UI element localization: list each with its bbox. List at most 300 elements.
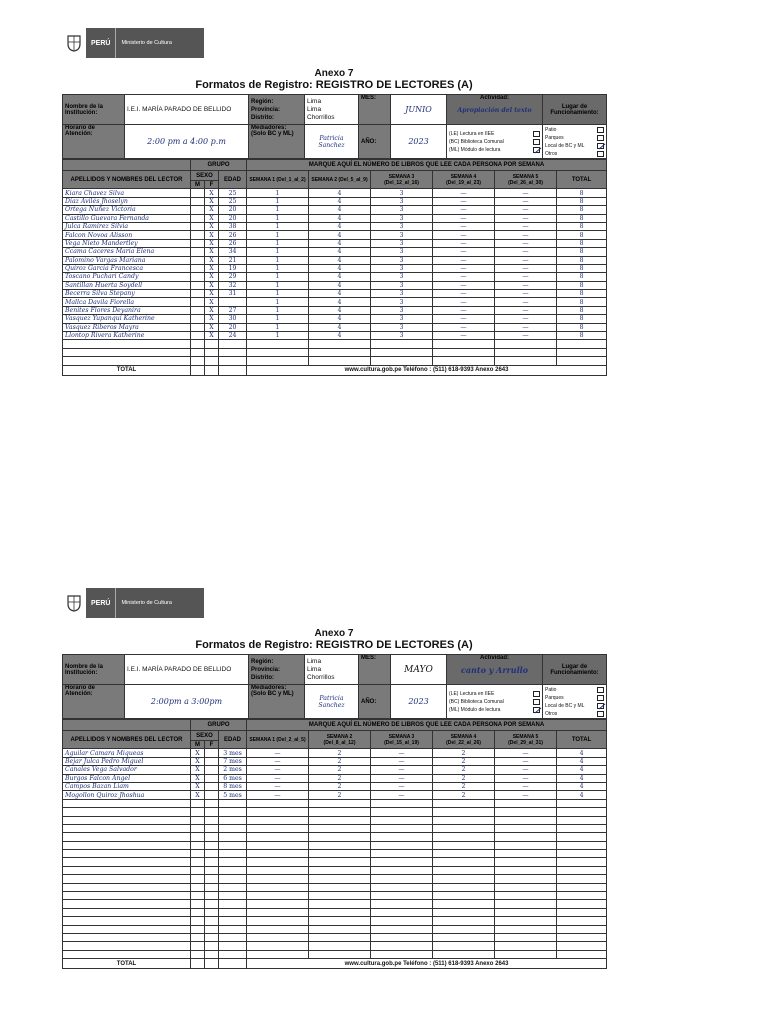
cell-name[interactable] [63, 933, 191, 941]
cell-m[interactable] [191, 222, 205, 230]
cell-name[interactable]: Castillo Guevara Fernanda [63, 214, 191, 222]
cell-w2[interactable] [309, 816, 371, 824]
cell-age[interactable]: 20 [219, 323, 247, 331]
cell-total[interactable]: 8 [557, 231, 607, 239]
cell-age[interactable] [219, 808, 247, 816]
cell-w2[interactable] [309, 892, 371, 900]
cell-name[interactable] [63, 900, 191, 908]
cell-w3[interactable] [371, 950, 433, 958]
cell-w1[interactable]: — [247, 782, 309, 790]
cell-age[interactable]: 31 [219, 290, 247, 298]
cell-w1[interactable]: — [247, 749, 309, 757]
cell-w2[interactable]: 4 [309, 214, 371, 222]
cell-w4[interactable]: 2 [433, 782, 495, 790]
cell-w1[interactable]: 1 [247, 206, 309, 214]
cell-w3[interactable] [371, 824, 433, 832]
institution-value[interactable]: I.E.I. MARÍA PARADO DE BELLIDO [125, 95, 249, 125]
cell-w5[interactable]: — [495, 306, 557, 314]
option-otros[interactable]: Otros [545, 710, 604, 718]
option-patio[interactable]: Patio [545, 686, 604, 694]
cell-f[interactable]: X [205, 273, 219, 281]
cell-w1[interactable] [247, 340, 309, 348]
cell-w4[interactable]: — [433, 264, 495, 272]
cell-w3[interactable]: 3 [371, 273, 433, 281]
cell-w3[interactable] [371, 892, 433, 900]
cell-w1[interactable] [247, 841, 309, 849]
cell-f[interactable] [205, 782, 219, 790]
cell-w4[interactable]: 2 [433, 749, 495, 757]
cell-age[interactable] [219, 833, 247, 841]
cell-w3[interactable]: 3 [371, 256, 433, 264]
cell-w5[interactable]: — [495, 782, 557, 790]
cell-w3[interactable] [371, 799, 433, 807]
cell-f[interactable] [205, 833, 219, 841]
cell-f[interactable] [205, 766, 219, 774]
cell-w4[interactable]: — [433, 222, 495, 230]
cell-total[interactable]: 4 [557, 774, 607, 782]
cell-f[interactable] [205, 749, 219, 757]
cell-age[interactable] [219, 875, 247, 883]
cell-f[interactable] [205, 808, 219, 816]
cell-w5[interactable] [495, 950, 557, 958]
cell-w4[interactable]: — [433, 231, 495, 239]
cell-w2[interactable] [309, 833, 371, 841]
month-value[interactable]: JUNIO [391, 95, 447, 125]
cell-age[interactable] [219, 892, 247, 900]
checkbox-patio[interactable] [597, 127, 604, 133]
cell-w5[interactable] [495, 824, 557, 832]
cell-w1[interactable]: 1 [247, 248, 309, 256]
cell-total[interactable] [557, 808, 607, 816]
cell-w1[interactable] [247, 858, 309, 866]
cell-age[interactable] [219, 933, 247, 941]
cell-w4[interactable] [433, 875, 495, 883]
cell-w1[interactable] [247, 892, 309, 900]
cell-name[interactable]: Falcon Novoa Alisson [63, 231, 191, 239]
cell-age[interactable] [219, 950, 247, 958]
cell-w2[interactable]: 4 [309, 197, 371, 205]
cell-total[interactable] [557, 950, 607, 958]
cell-m[interactable] [191, 273, 205, 281]
cell-f[interactable]: X [205, 306, 219, 314]
cell-w5[interactable] [495, 816, 557, 824]
cell-m[interactable] [191, 883, 205, 891]
cell-total[interactable]: 8 [557, 239, 607, 247]
cell-w1[interactable] [247, 866, 309, 874]
cell-w4[interactable] [433, 925, 495, 933]
cell-m[interactable] [191, 866, 205, 874]
checkbox-parques[interactable] [597, 695, 604, 701]
cell-f[interactable] [205, 841, 219, 849]
cell-name[interactable] [63, 917, 191, 925]
cell-name[interactable]: Mallca Davila Fiorella [63, 298, 191, 306]
cell-w5[interactable] [495, 340, 557, 348]
cell-total[interactable]: 8 [557, 264, 607, 272]
cell-m[interactable] [191, 206, 205, 214]
cell-age[interactable] [219, 866, 247, 874]
cell-name[interactable]: Santillan Huerta Soydell [63, 281, 191, 289]
cell-w2[interactable] [309, 942, 371, 950]
cell-total[interactable] [557, 900, 607, 908]
cell-w2[interactable] [309, 866, 371, 874]
cell-total[interactable]: 8 [557, 315, 607, 323]
cell-m[interactable] [191, 892, 205, 900]
cell-m[interactable] [191, 875, 205, 883]
cell-m[interactable] [191, 824, 205, 832]
province-value[interactable]: Lima [307, 105, 322, 113]
cell-name[interactable]: Diaz Avilés Jhoselyn [63, 197, 191, 205]
checkbox-local[interactable] [597, 143, 604, 149]
cell-age[interactable]: 20 [219, 206, 247, 214]
cell-w1[interactable] [247, 942, 309, 950]
cell-w3[interactable]: 3 [371, 315, 433, 323]
cell-m[interactable] [191, 348, 205, 356]
cell-f[interactable] [205, 816, 219, 824]
cell-w5[interactable] [495, 900, 557, 908]
cell-age[interactable] [219, 340, 247, 348]
cell-w2[interactable] [309, 925, 371, 933]
cell-w2[interactable] [309, 858, 371, 866]
cell-w2[interactable] [309, 799, 371, 807]
cell-total[interactable] [557, 933, 607, 941]
cell-w4[interactable] [433, 841, 495, 849]
cell-w5[interactable]: — [495, 766, 557, 774]
cell-w4[interactable] [433, 348, 495, 356]
cell-w1[interactable] [247, 824, 309, 832]
cell-name[interactable] [63, 908, 191, 916]
cell-w5[interactable]: — [495, 332, 557, 340]
cell-total[interactable]: 8 [557, 306, 607, 314]
cell-total[interactable]: 4 [557, 791, 607, 799]
cell-w2[interactable]: 2 [309, 782, 371, 790]
cell-name[interactable] [63, 841, 191, 849]
cell-age[interactable] [219, 908, 247, 916]
cell-age[interactable]: 2 mes [219, 766, 247, 774]
cell-w2[interactable]: 4 [309, 273, 371, 281]
cell-w4[interactable] [433, 850, 495, 858]
cell-total[interactable]: 8 [557, 332, 607, 340]
cell-total[interactable] [557, 850, 607, 858]
cell-w3[interactable]: 3 [371, 306, 433, 314]
cell-m[interactable] [191, 808, 205, 816]
cell-w1[interactable] [247, 357, 309, 365]
cell-w3[interactable] [371, 808, 433, 816]
cell-w2[interactable]: 2 [309, 791, 371, 799]
cell-w1[interactable]: 1 [247, 197, 309, 205]
cell-w5[interactable]: — [495, 222, 557, 230]
cell-m[interactable] [191, 197, 205, 205]
cell-m[interactable] [191, 908, 205, 916]
cell-w2[interactable]: 4 [309, 256, 371, 264]
cell-age[interactable] [219, 799, 247, 807]
cell-w1[interactable] [247, 933, 309, 941]
cell-w2[interactable] [309, 850, 371, 858]
cell-w5[interactable] [495, 348, 557, 356]
cell-w3[interactable] [371, 833, 433, 841]
cell-w2[interactable]: 4 [309, 306, 371, 314]
cell-w1[interactable] [247, 883, 309, 891]
cell-w3[interactable] [371, 933, 433, 941]
cell-total[interactable]: 8 [557, 197, 607, 205]
cell-age[interactable] [219, 841, 247, 849]
cell-w3[interactable] [371, 925, 433, 933]
cell-w4[interactable] [433, 883, 495, 891]
cell-age[interactable]: 25 [219, 189, 247, 197]
cell-w1[interactable]: 1 [247, 239, 309, 247]
cell-w5[interactable]: — [495, 206, 557, 214]
cell-total[interactable]: 8 [557, 298, 607, 306]
cell-name[interactable]: Mogollon Quiroz Jhoshua [63, 791, 191, 799]
cell-name[interactable]: Canales Vega Salvador [63, 766, 191, 774]
cell-f[interactable]: X [205, 298, 219, 306]
cell-name[interactable]: Benites Flores Deyanira [63, 306, 191, 314]
cell-m[interactable] [191, 214, 205, 222]
option-ml[interactable]: (ML) Módulo de lectura [449, 706, 540, 714]
cell-total[interactable] [557, 917, 607, 925]
cell-m[interactable]: X [191, 782, 205, 790]
institution-value[interactable]: I.E.I. MARÍA PARADO DE BELLIDO [125, 655, 249, 685]
cell-w1[interactable] [247, 833, 309, 841]
cell-total[interactable] [557, 875, 607, 883]
cell-total[interactable] [557, 357, 607, 365]
cell-w1[interactable]: 1 [247, 214, 309, 222]
cell-total[interactable] [557, 824, 607, 832]
cell-name[interactable] [63, 942, 191, 950]
cell-w3[interactable]: 3 [371, 298, 433, 306]
cell-w2[interactable]: 4 [309, 332, 371, 340]
cell-age[interactable]: 34 [219, 248, 247, 256]
cell-w3[interactable]: — [371, 749, 433, 757]
hours-value[interactable]: 2:00pm a 3:00pm [125, 685, 249, 719]
cell-total[interactable]: 8 [557, 273, 607, 281]
cell-w3[interactable]: — [371, 791, 433, 799]
cell-age[interactable]: 25 [219, 197, 247, 205]
cell-w4[interactable]: — [433, 189, 495, 197]
cell-m[interactable]: X [191, 757, 205, 765]
mediator-value[interactable]: Patricia Sanchez [305, 685, 359, 719]
cell-m[interactable] [191, 264, 205, 272]
cell-w4[interactable]: — [433, 306, 495, 314]
hours-value[interactable]: 2:00 pm a 4:00 p.m [125, 125, 249, 159]
cell-m[interactable] [191, 858, 205, 866]
cell-w4[interactable]: — [433, 323, 495, 331]
cell-m[interactable] [191, 340, 205, 348]
province-value[interactable]: Lima [307, 665, 322, 673]
cell-m[interactable]: X [191, 766, 205, 774]
cell-name[interactable] [63, 348, 191, 356]
option-le[interactable]: (LE) Lectura en IIEE [449, 130, 540, 138]
cell-age[interactable] [219, 348, 247, 356]
cell-w4[interactable] [433, 808, 495, 816]
cell-w4[interactable] [433, 933, 495, 941]
checkbox-bc[interactable] [533, 699, 540, 705]
cell-name[interactable]: Aguilar Camara Miqueas [63, 749, 191, 757]
cell-name[interactable]: Vega Nieto Mandertley [63, 239, 191, 247]
cell-total[interactable]: 4 [557, 757, 607, 765]
cell-total[interactable]: 4 [557, 782, 607, 790]
cell-m[interactable] [191, 850, 205, 858]
checkbox-ml[interactable] [533, 707, 540, 713]
cell-w4[interactable]: — [433, 206, 495, 214]
cell-w3[interactable] [371, 900, 433, 908]
cell-total[interactable]: 8 [557, 281, 607, 289]
cell-w1[interactable] [247, 816, 309, 824]
cell-w5[interactable]: — [495, 231, 557, 239]
cell-total[interactable]: 8 [557, 256, 607, 264]
cell-w4[interactable] [433, 858, 495, 866]
cell-m[interactable] [191, 925, 205, 933]
cell-w5[interactable] [495, 850, 557, 858]
cell-w1[interactable]: 1 [247, 273, 309, 281]
cell-m[interactable] [191, 290, 205, 298]
cell-m[interactable] [191, 239, 205, 247]
cell-w5[interactable] [495, 858, 557, 866]
cell-f[interactable] [205, 850, 219, 858]
cell-age[interactable] [219, 298, 247, 306]
cell-w1[interactable] [247, 908, 309, 916]
district-value[interactable]: Chorrillos [307, 113, 335, 121]
cell-w5[interactable]: — [495, 239, 557, 247]
cell-w1[interactable]: 1 [247, 306, 309, 314]
district-value[interactable]: Chorrillos [307, 673, 335, 681]
cell-f[interactable] [205, 917, 219, 925]
cell-w3[interactable] [371, 816, 433, 824]
option-bc[interactable]: (BC) Biblioteca Comunal [449, 698, 540, 706]
cell-w2[interactable]: 4 [309, 315, 371, 323]
cell-m[interactable] [191, 933, 205, 941]
year-value[interactable]: 2023 [391, 125, 447, 159]
cell-m[interactable] [191, 917, 205, 925]
cell-w4[interactable] [433, 908, 495, 916]
cell-total[interactable] [557, 942, 607, 950]
cell-w4[interactable]: — [433, 197, 495, 205]
cell-name[interactable] [63, 340, 191, 348]
cell-w2[interactable]: 4 [309, 239, 371, 247]
cell-total[interactable]: 8 [557, 189, 607, 197]
cell-f[interactable]: X [205, 290, 219, 298]
cell-total[interactable] [557, 892, 607, 900]
cell-age[interactable] [219, 850, 247, 858]
cell-f[interactable] [205, 799, 219, 807]
cell-age[interactable]: 32 [219, 281, 247, 289]
cell-w5[interactable]: — [495, 197, 557, 205]
cell-total[interactable] [557, 841, 607, 849]
option-otros[interactable]: Otros [545, 150, 604, 158]
cell-w1[interactable] [247, 875, 309, 883]
cell-f[interactable] [205, 942, 219, 950]
cell-w1[interactable]: — [247, 774, 309, 782]
cell-w3[interactable] [371, 357, 433, 365]
cell-w2[interactable] [309, 950, 371, 958]
cell-m[interactable] [191, 323, 205, 331]
cell-f[interactable] [205, 883, 219, 891]
cell-w2[interactable] [309, 875, 371, 883]
cell-w3[interactable]: 3 [371, 332, 433, 340]
cell-w3[interactable]: — [371, 757, 433, 765]
option-le[interactable]: (LE) Lectura en IIEE [449, 690, 540, 698]
cell-age[interactable]: 8 mes [219, 782, 247, 790]
cell-w3[interactable] [371, 340, 433, 348]
cell-m[interactable] [191, 248, 205, 256]
cell-w5[interactable] [495, 925, 557, 933]
cell-w3[interactable] [371, 348, 433, 356]
cell-m[interactable] [191, 256, 205, 264]
cell-w2[interactable]: 2 [309, 774, 371, 782]
cell-m[interactable]: X [191, 749, 205, 757]
cell-name[interactable]: Llontop Rivera Katherine [63, 332, 191, 340]
cell-w5[interactable] [495, 833, 557, 841]
cell-name[interactable]: Toscano Puchari Candy [63, 273, 191, 281]
cell-age[interactable]: 26 [219, 231, 247, 239]
cell-w2[interactable]: 4 [309, 248, 371, 256]
cell-w5[interactable]: — [495, 298, 557, 306]
cell-w5[interactable]: — [495, 315, 557, 323]
cell-name[interactable] [63, 824, 191, 832]
cell-w4[interactable]: 2 [433, 757, 495, 765]
cell-w3[interactable] [371, 942, 433, 950]
cell-name[interactable] [63, 925, 191, 933]
cell-w2[interactable]: 2 [309, 766, 371, 774]
cell-total[interactable]: 8 [557, 214, 607, 222]
cell-name[interactable]: Quiroz Garcia Francesca [63, 264, 191, 272]
cell-w2[interactable]: 4 [309, 189, 371, 197]
cell-w1[interactable]: — [247, 766, 309, 774]
cell-w3[interactable]: 3 [371, 239, 433, 247]
cell-w1[interactable] [247, 917, 309, 925]
cell-w1[interactable]: 1 [247, 323, 309, 331]
cell-total[interactable] [557, 833, 607, 841]
cell-f[interactable]: X [205, 256, 219, 264]
cell-w1[interactable]: 1 [247, 189, 309, 197]
cell-w1[interactable] [247, 348, 309, 356]
cell-total[interactable]: 8 [557, 222, 607, 230]
cell-f[interactable] [205, 357, 219, 365]
region-value[interactable]: Lima [307, 657, 322, 665]
cell-age[interactable] [219, 900, 247, 908]
cell-w4[interactable]: — [433, 281, 495, 289]
cell-w4[interactable]: — [433, 298, 495, 306]
checkbox-otros[interactable] [597, 151, 604, 157]
cell-w3[interactable]: — [371, 782, 433, 790]
cell-total[interactable] [557, 816, 607, 824]
cell-w5[interactable] [495, 933, 557, 941]
cell-w5[interactable]: — [495, 214, 557, 222]
cell-w3[interactable]: 3 [371, 231, 433, 239]
cell-f[interactable] [205, 340, 219, 348]
cell-f[interactable] [205, 774, 219, 782]
cell-name[interactable] [63, 875, 191, 883]
cell-total[interactable]: 8 [557, 206, 607, 214]
cell-w3[interactable] [371, 841, 433, 849]
cell-age[interactable] [219, 824, 247, 832]
cell-f[interactable] [205, 925, 219, 933]
cell-w3[interactable] [371, 850, 433, 858]
checkbox-le[interactable] [533, 131, 540, 137]
cell-w1[interactable] [247, 850, 309, 858]
cell-name[interactable]: Ccama Caceres Maria Elena [63, 248, 191, 256]
cell-w3[interactable]: 3 [371, 290, 433, 298]
cell-w5[interactable] [495, 799, 557, 807]
cell-w3[interactable] [371, 908, 433, 916]
cell-w1[interactable]: 1 [247, 281, 309, 289]
cell-f[interactable] [205, 933, 219, 941]
cell-w2[interactable] [309, 348, 371, 356]
cell-w2[interactable]: 4 [309, 290, 371, 298]
cell-age[interactable] [219, 858, 247, 866]
cell-age[interactable] [219, 883, 247, 891]
cell-age[interactable]: 29 [219, 273, 247, 281]
cell-w5[interactable] [495, 942, 557, 950]
